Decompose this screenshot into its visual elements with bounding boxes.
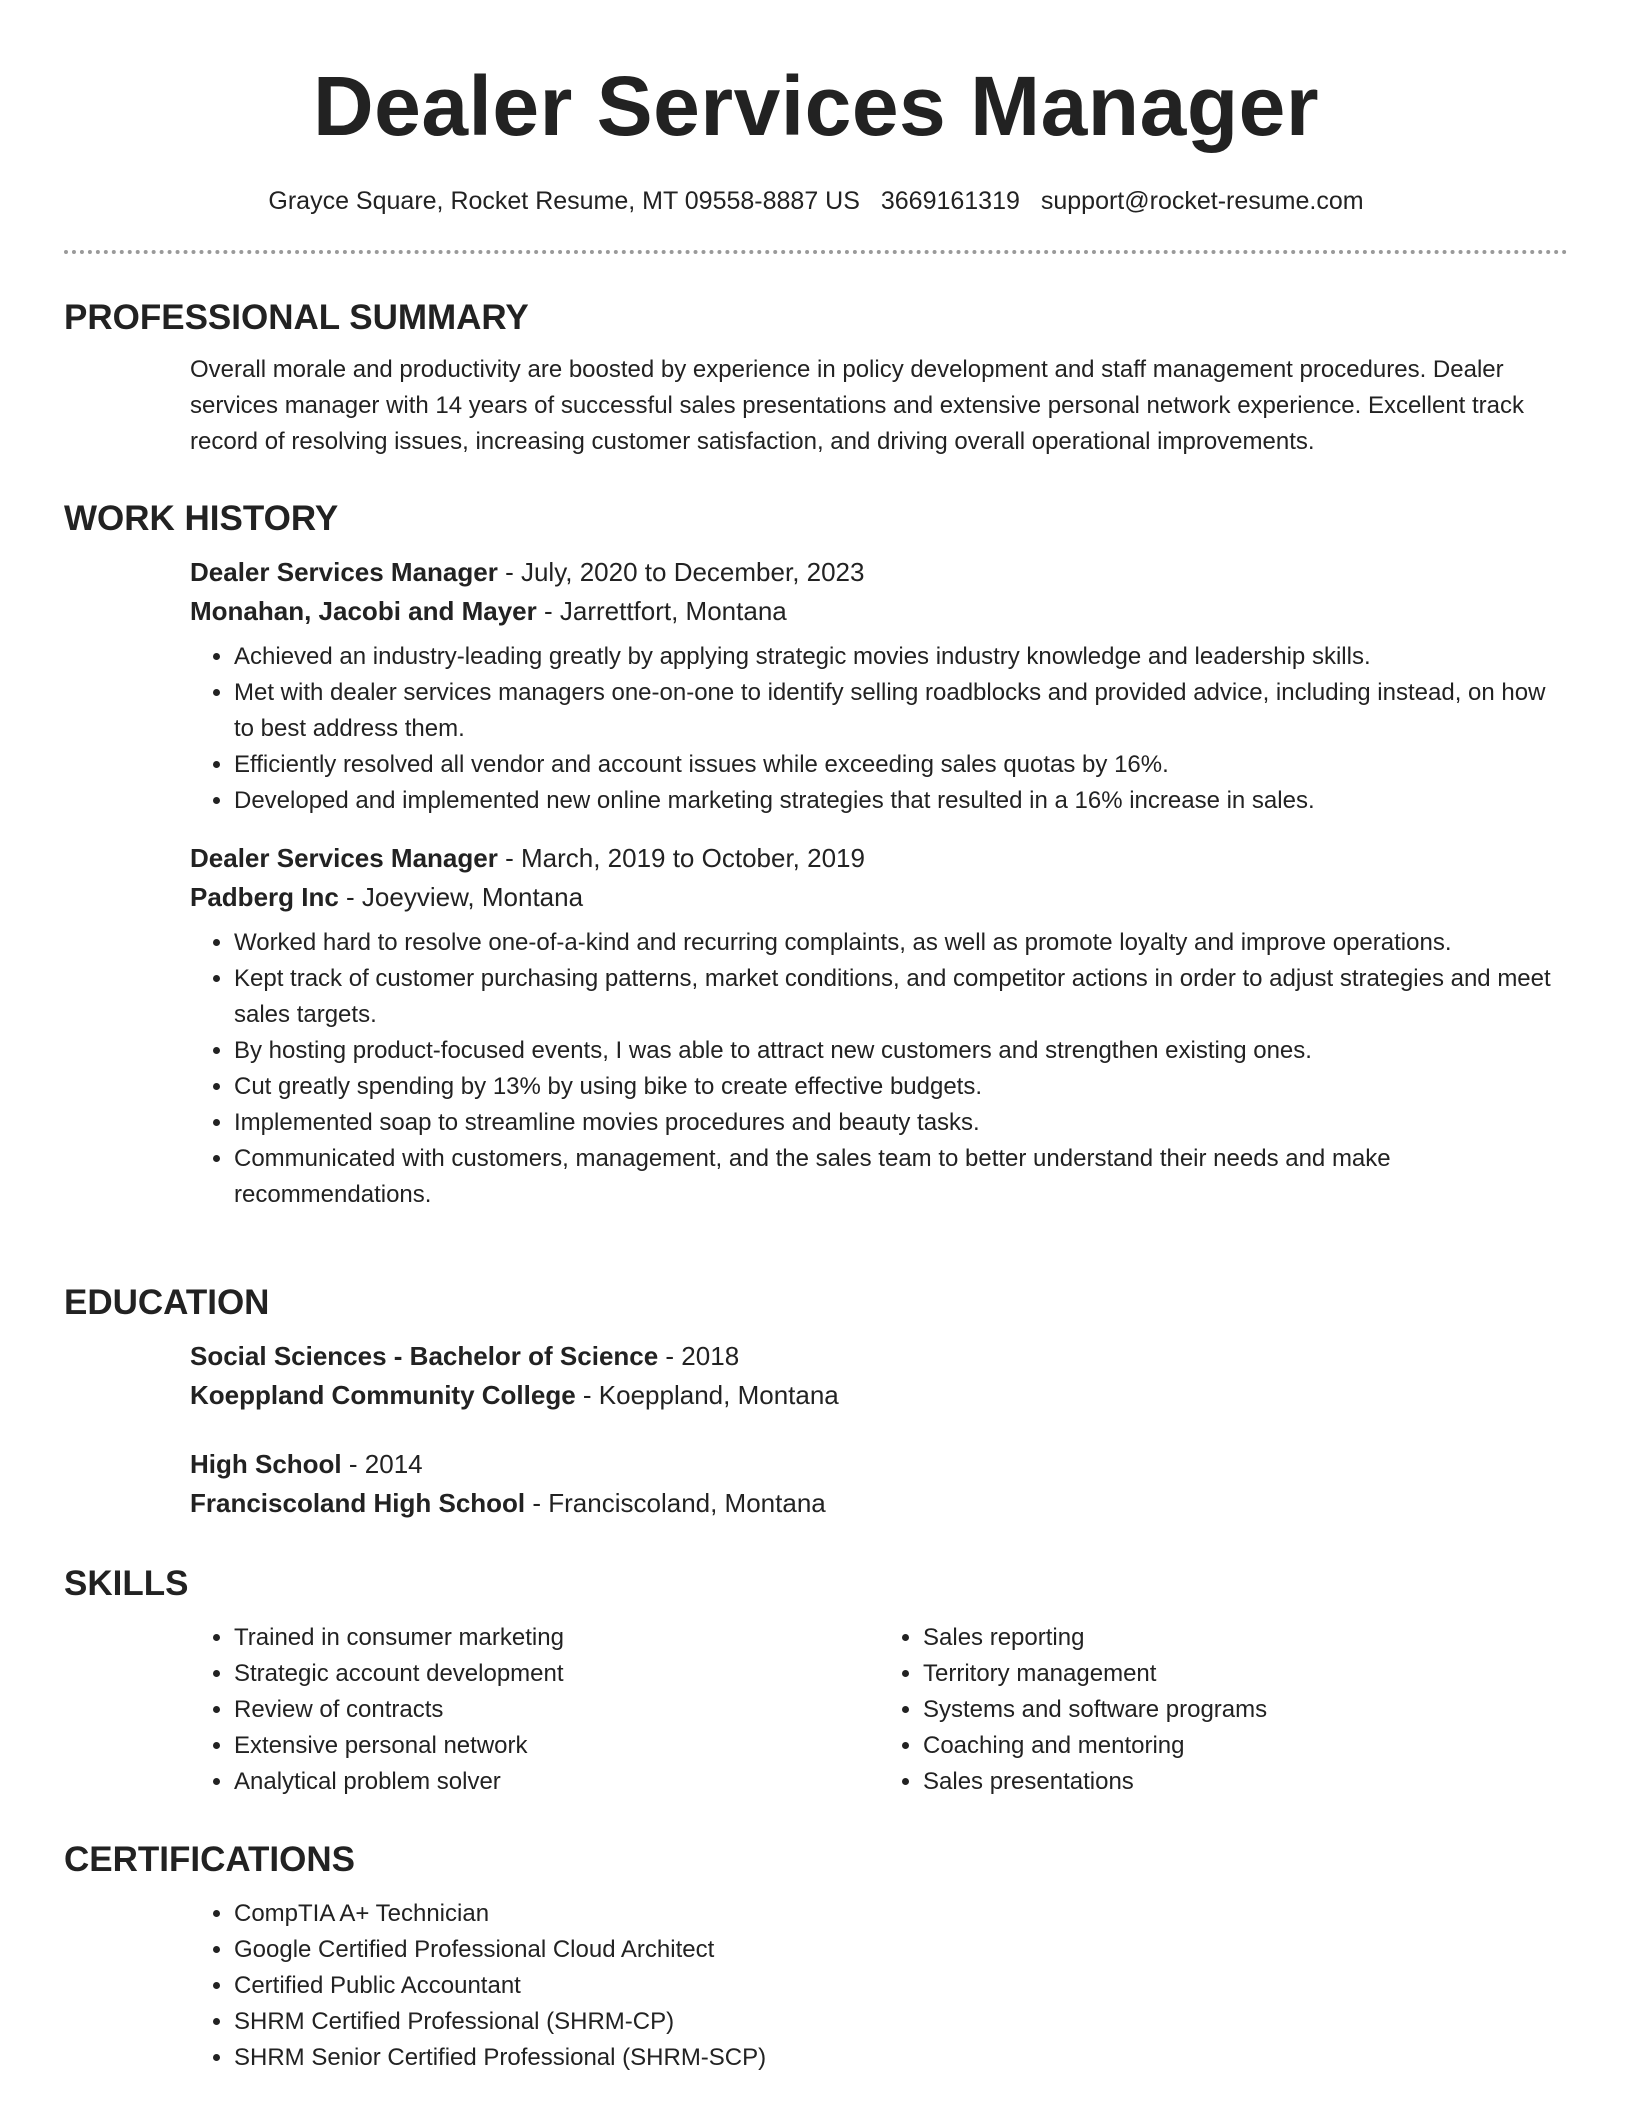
certification-item: • CompTIA A+ Technician [234, 1896, 1568, 1932]
certification-item: • SHRM Certified Professional (SHRM-CP) [234, 2004, 1568, 2040]
job-company-line [190, 878, 1568, 917]
job-title-line [190, 839, 1568, 878]
education-degree-line [190, 1337, 1568, 1376]
education-location: - Franciscoland, Montana [525, 1488, 826, 1518]
skill-item: • Extensive personal network [234, 1728, 879, 1764]
skills-heading: SKILLS [64, 1564, 189, 1603]
education-degree: Social Sciences - Bachelor of Science [190, 1341, 659, 1371]
work-history-section [64, 497, 1568, 1233]
summary-text: Overall morale and productivity are boosted by experience in policy development and staff management procedures. Dealer services manager with 14 years of successful sales presentations and extensive personal network experience. Excellent track record of resolving issues, increasing customer satisfaction, and driving overall operational improvements. [190, 356, 1525, 455]
skill-item: • Sales presentations [923, 1764, 1568, 1800]
job-entry [190, 553, 1568, 819]
job-bullet: • Communicated with customers, management, and the sales team to better understand their needs and make recommendations. [234, 1141, 1568, 1213]
job-bullet: • Worked hard to resolve one-of-a-kind and recurring complaints, as well as promote loyalty and improve operations. [234, 925, 1568, 961]
job-company-line [190, 592, 1568, 631]
job-dates: - July, 2020 to December, 2023 [497, 557, 865, 587]
education-school-line [190, 1484, 1568, 1523]
job-role: Dealer Services Manager [190, 557, 498, 587]
job-entry [190, 839, 1568, 1213]
skill-item: • Trained in consumer marketing [234, 1620, 879, 1656]
skills-list-right [879, 1620, 1568, 1800]
resume-title: Dealer Services Manager [312, 59, 1320, 153]
job-company: Monahan, Jacobi and Mayer [190, 596, 537, 626]
job-bullet: • Efficiently resolved all vendor and account issues while exceeding sales quotas by 16%. [234, 747, 1568, 783]
education-year: - 2018 [658, 1341, 740, 1371]
summary-section [64, 296, 1568, 460]
certifications-heading: CERTIFICATIONS [64, 1840, 356, 1879]
education-section [64, 1281, 1568, 1553]
job-bullet: • Implemented soap to streamline movies procedures and beauty tasks. [234, 1105, 1568, 1141]
job-dates: - March, 2019 to October, 2019 [497, 843, 865, 873]
education-location: - Koeppland, Montana [575, 1380, 839, 1410]
job-bullet: • Met with dealer services managers one-on-one to identify selling roadblocks and provided advice, including instead, on how to best address them. [234, 675, 1568, 747]
education-heading: EDUCATION [64, 1283, 270, 1322]
skills-section [64, 1562, 1568, 1800]
job-bullets [190, 925, 1568, 1213]
skills-list-left [190, 1620, 879, 1800]
contact-email[interactable]: support@rocket-resume.com [1040, 187, 1364, 215]
certification-item: • SHRM Senior Certified Professional (SHRM-SCP) [234, 2040, 1568, 2076]
education-school: Franciscoland High School [190, 1488, 526, 1518]
job-title-line [190, 553, 1568, 592]
education-entry [190, 1337, 1568, 1415]
education-degree-line [190, 1445, 1568, 1484]
job-role: Dealer Services Manager [190, 843, 498, 873]
job-location: - Joeyview, Montana [338, 882, 584, 912]
education-entry [190, 1445, 1568, 1523]
contact-phone: 3669161319 [880, 187, 1020, 215]
skill-item: • Sales reporting [923, 1620, 1568, 1656]
education-school: Koeppland Community College [190, 1380, 576, 1410]
header-divider [64, 250, 1568, 254]
summary-heading: PROFESSIONAL SUMMARY [64, 298, 529, 337]
job-company: Padberg Inc [190, 882, 339, 912]
job-bullet: • Cut greatly spending by 13% by using bike to create effective budgets. [234, 1069, 1568, 1105]
job-bullet: • Achieved an industry-leading greatly by applying strategic movies industry knowledge and leadership skills. [234, 639, 1568, 675]
contact-line [0, 183, 1632, 219]
skill-item: • Territory management [923, 1656, 1568, 1692]
certifications-list [190, 1896, 1568, 2076]
skill-item: • Systems and software programs [923, 1692, 1568, 1728]
job-bullet: • By hosting product-focused events, I was able to attract new customers and strengthen existing ones. [234, 1033, 1568, 1069]
job-bullet: • Kept track of customer purchasing patterns, market conditions, and competitor actions in order to adjust strategies and meet sales targets. [234, 961, 1568, 1033]
work-history-heading: WORK HISTORY [64, 499, 339, 538]
job-bullets [190, 639, 1568, 819]
education-year: - 2014 [341, 1449, 423, 1479]
education-school-line [190, 1376, 1568, 1415]
skill-item: • Analytical problem solver [234, 1764, 879, 1800]
skill-item: • Review of contracts [234, 1692, 879, 1728]
certification-item: • Certified Public Accountant [234, 1968, 1568, 2004]
job-location: - Jarrettfort, Montana [536, 596, 787, 626]
certifications-section [64, 1838, 1568, 2076]
job-bullet: • Developed and implemented new online marketing strategies that resulted in a 16% increase in sales. [234, 783, 1568, 819]
certification-item: • Google Certified Professional Cloud Architect [234, 1932, 1568, 1968]
education-degree: High School [190, 1449, 342, 1479]
skill-item: • Strategic account development [234, 1656, 879, 1692]
contact-address: Grayce Square, Rocket Resume, MT 09558-8887 US [268, 187, 860, 215]
skill-item: • Coaching and mentoring [923, 1728, 1568, 1764]
